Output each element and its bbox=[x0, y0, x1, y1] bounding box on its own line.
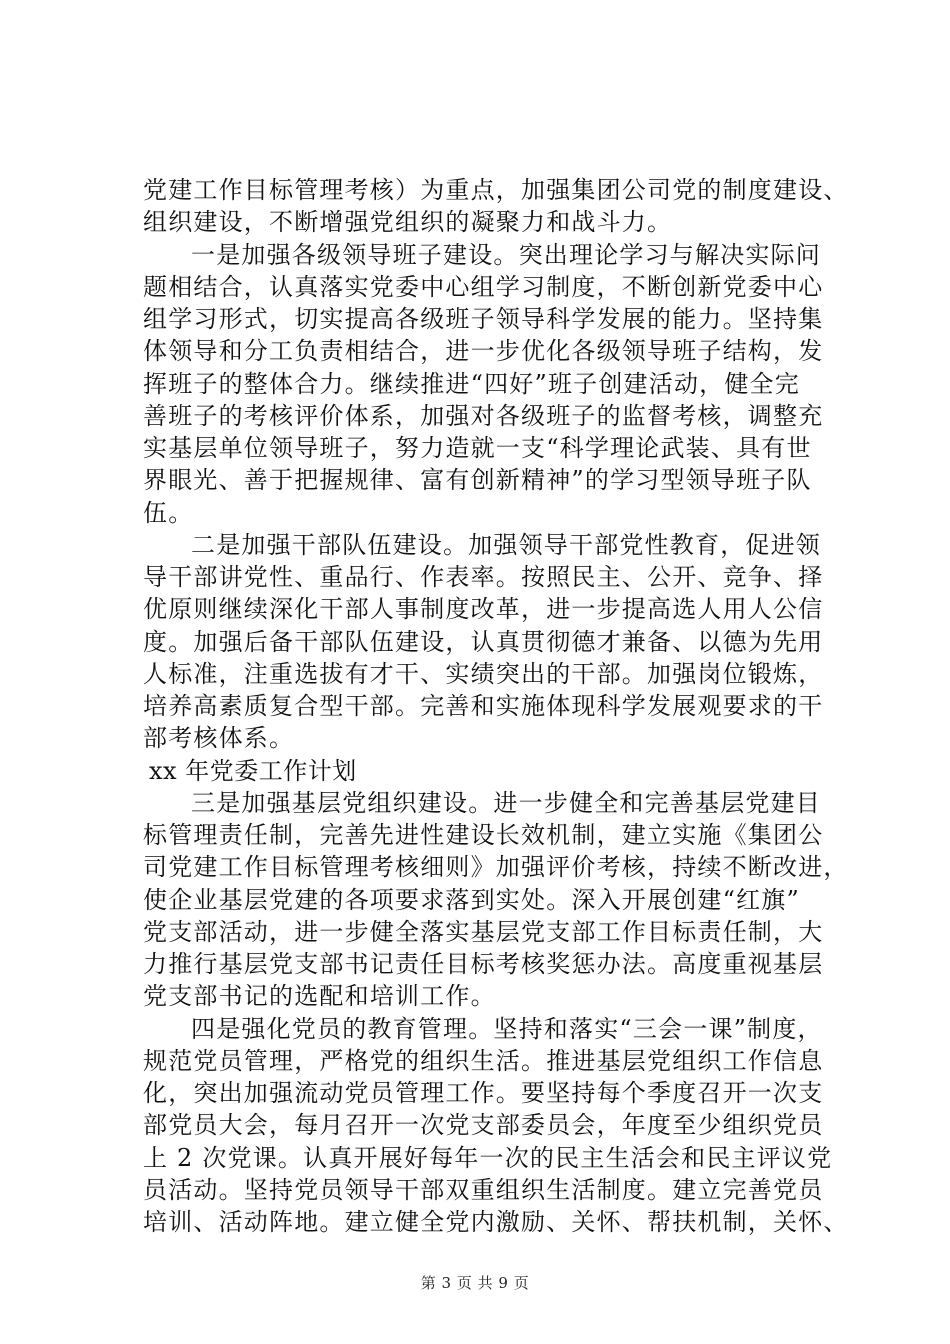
text-line: 善班子的考核评价体系，加强对各级班子的监督考核，调整充 bbox=[143, 401, 824, 430]
paragraph-first-line: 三是加强基层党组织建设。进一步健全和完善基层党建目 bbox=[191, 788, 821, 817]
text-line: 组织建设，不断增强党组织的凝聚力和战斗力。 bbox=[143, 208, 673, 237]
text-line: 界眼光、善于把握规律、富有创新精神”的学习型领导班子队 bbox=[143, 466, 812, 495]
document-body bbox=[143, 174, 849, 1238]
text-line: 上 2 次党课。认真开展好每年一次的民主生活会和民主评议党 bbox=[143, 1143, 833, 1172]
page-number-footer: 第 3 页 共 9 页 bbox=[420, 1274, 530, 1292]
text-line: 标管理责任制，完善先进性建设长效机制，建立实施《集团公 bbox=[143, 821, 824, 849]
text-line: 党支部活动，进一步健全落实基层党支部工作目标责任制，大 bbox=[143, 917, 824, 946]
text-line: 化，突出加强流动党员管理工作。要坚持每个季度召开一次支 bbox=[143, 1079, 824, 1107]
section-heading: xx 年党委工作计划 bbox=[149, 756, 357, 785]
text-line: 人标准，注重选拔有才干、实绩突出的干部。加强岗位锻炼， bbox=[143, 659, 824, 688]
text-line: 党支部书记的选配和培训工作。 bbox=[143, 982, 496, 1011]
text-line: 伍。 bbox=[143, 498, 194, 527]
text-line: 题相结合，认真落实党委中心组学习制度，不断创新党委中心 bbox=[143, 272, 824, 301]
text-line: 培训、活动阵地。建立健全党内激励、关怀、帮扶机制，关怀、 bbox=[143, 1208, 849, 1236]
paragraph-first-line: 四是强化党员的教育管理。坚持和落实“三会一课”制度， bbox=[191, 1014, 823, 1043]
text-line: 规范党员管理，严格党的组织生活。推进基层党组织工作信息 bbox=[143, 1046, 824, 1075]
text-line: 员活动。坚持党员领导干部双重组织生活制度。建立完善党员 bbox=[143, 1175, 824, 1204]
text-line: 党建工作目标管理考核）为重点，加强集团公司党的制度建设、 bbox=[143, 176, 849, 204]
text-line: 力推行基层党支部书记责任目标考核奖惩办法。高度重视基层 bbox=[143, 950, 824, 978]
text-line: 部考核体系。 bbox=[143, 724, 295, 753]
text-line: 实基层单位领导班子，努力造就一支“科学理论武装、具有世 bbox=[143, 434, 812, 462]
text-line: 体领导和分工负责相结合，进一步优化各级领导班子结构，发 bbox=[143, 337, 824, 366]
text-line: 度。加强后备干部队伍建设，认真贯彻德才兼备、以德为先用 bbox=[143, 627, 824, 656]
paragraph-first-line: 二是加强干部队伍建设。加强领导干部党性教育，促进领 bbox=[191, 530, 821, 559]
text-line: 使企业基层党建的各项要求落到实处。深入开展创建“红旗” bbox=[143, 885, 800, 914]
text-line: 组学习形式，切实提高各级班子领导科学发展的能力。坚持集 bbox=[143, 305, 824, 333]
text-line: 部党员大会，每月召开一次党支部委员会，年度至少组织党员 bbox=[143, 1111, 824, 1140]
text-line: 导干部讲党性、重品行、作表率。按照民主、公开、竞争、择 bbox=[143, 563, 824, 591]
text-line: 挥班子的整体合力。继续推进“四好”班子创建活动，健全完 bbox=[143, 369, 800, 398]
text-line: 优原则继续深化干部人事制度改革，进一步提高选人用人公信 bbox=[143, 595, 824, 624]
text-line: 司党建工作目标管理考核细则》加强评价考核，持续不断改进， bbox=[143, 853, 849, 882]
paragraph-first-line: 一是加强各级领导班子建设。突出理论学习与解决实际问 bbox=[191, 240, 821, 269]
text-line: 培养高素质复合型干部。完善和实施体现科学发展观要求的干 bbox=[143, 692, 824, 720]
